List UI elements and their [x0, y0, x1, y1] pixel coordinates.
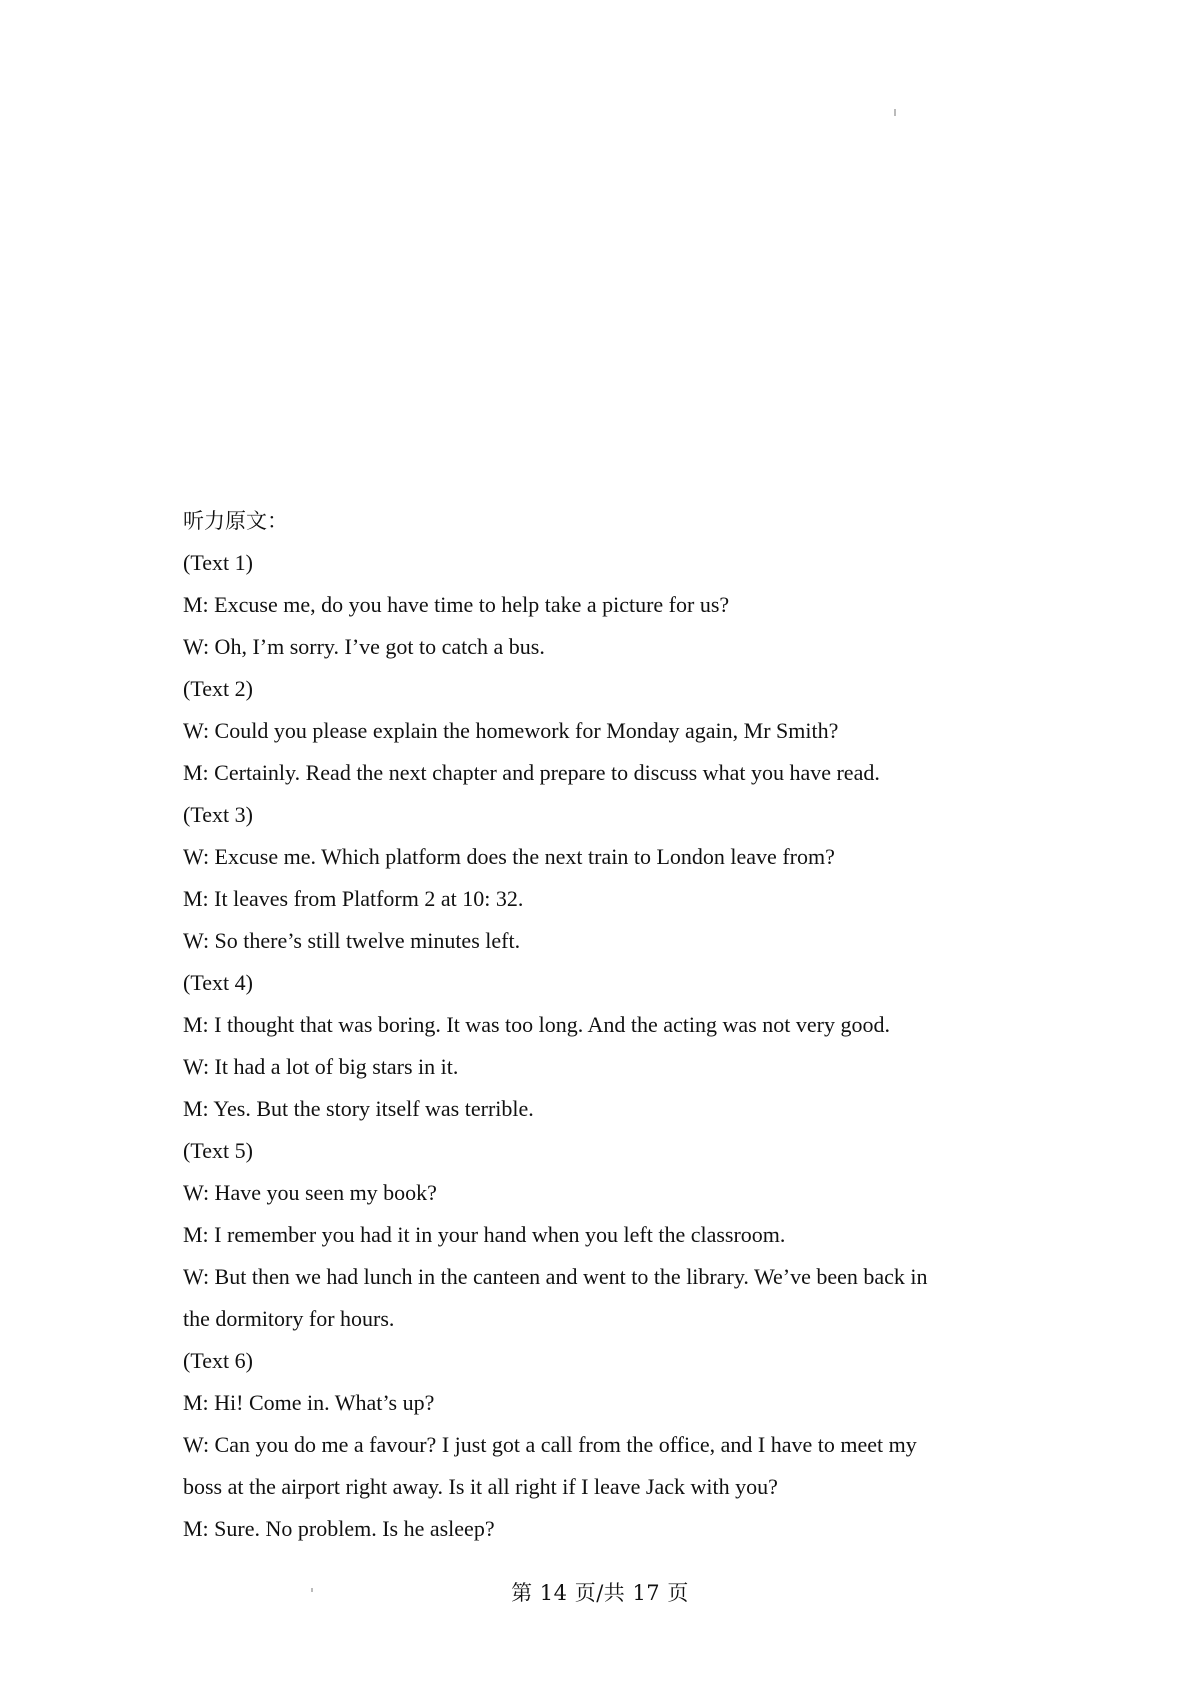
dialogue-line: M: Hi! Come in. What’s up?: [183, 1390, 435, 1415]
text-2-label: (Text 2): [183, 676, 253, 701]
transcript-heading: 听力原文：: [183, 509, 288, 533]
dialogue-line: M: Sure. No problem. Is he asleep?: [183, 1516, 495, 1541]
page-number-footer: 第 14 页/共 17 页: [511, 1581, 689, 1605]
text-4-label: (Text 4): [183, 970, 253, 995]
text-6-label: (Text 6): [183, 1348, 253, 1373]
dialogue-line: W: Have you seen my book?: [183, 1180, 437, 1205]
dialogue-line-continuation: the dormitory for hours.: [183, 1306, 395, 1331]
text-3-label: (Text 3): [183, 802, 253, 827]
transcript-body: [183, 500, 1023, 1550]
dialogue-line: W: Could you please explain the homework for Monday again, Mr Smith?: [183, 718, 839, 743]
scan-speck: [894, 109, 896, 116]
dialogue-line: M: Yes. But the story itself was terrible.: [183, 1096, 534, 1121]
text-1-label: (Text 1): [183, 550, 253, 575]
dialogue-line: W: So there’s still twelve minutes left.: [183, 928, 521, 953]
dialogue-line: W: Can you do me a favour? I just got a call from the office, and I have to meet my: [183, 1432, 917, 1457]
dialogue-line-continuation: boss at the airport right away. Is it all right if I leave Jack with you?: [183, 1474, 778, 1499]
dialogue-line: M: I thought that was boring. It was too long. And the acting was not very good.: [183, 1012, 890, 1037]
dialogue-line: M: I remember you had it in your hand when you left the classroom.: [183, 1222, 786, 1247]
dialogue-line: M: It leaves from Platform 2 at 10: 32.: [183, 886, 524, 911]
text-5-label: (Text 5): [183, 1138, 253, 1163]
dialogue-line: W: But then we had lunch in the canteen and went to the library. We’ve been back in: [183, 1264, 928, 1289]
dialogue-line: W: Oh, I’m sorry. I’ve got to catch a bus.: [183, 634, 545, 659]
dialogue-line: W: It had a lot of big stars in it.: [183, 1054, 459, 1079]
dialogue-line: M: Certainly. Read the next chapter and prepare to discuss what you have read.: [183, 760, 880, 785]
dialogue-line: W: Excuse me. Which platform does the next train to London leave from?: [183, 844, 835, 869]
dialogue-line: M: Excuse me, do you have time to help take a picture for us?: [183, 592, 730, 617]
